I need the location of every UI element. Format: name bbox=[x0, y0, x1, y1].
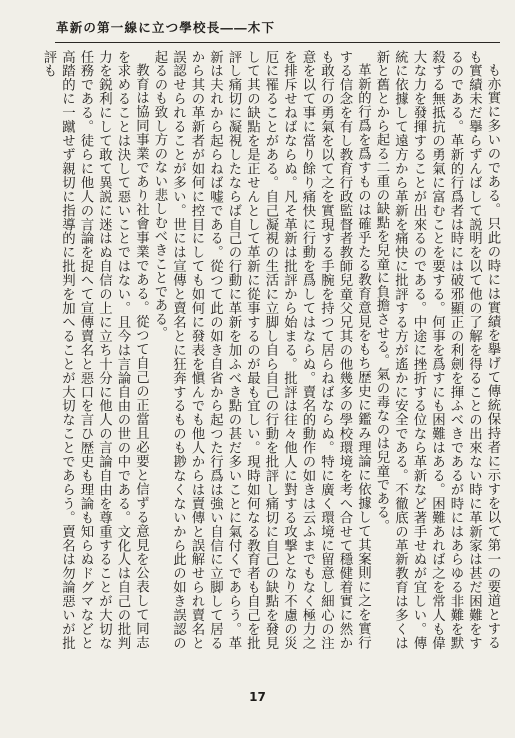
paragraph: 教育は協同事業であり社會事業である。從つて自己の正當且必要と信ずる意見を公表して同志を求めることは決して惡いことではない。且今は言論自由の世の中である。文化人は自己の批判力を鋭利にして敢て異説に迷はぬ自信の上に立ち十分に他人の言論自由を尊重することが大切な任務である。徒らに他人の言論を捉へて宣傳賣名と惡口を言ひ歴史も理論も知らぬドグマなどと高踏的に一蹴せず親切に指導的に批判を加へることが大切なことであらう。賣名は勿論惡いが批評も bbox=[41, 50, 149, 650]
header-rule bbox=[55, 42, 500, 43]
running-head: 革新の第一線に立つ學校長――木下 bbox=[56, 20, 276, 35]
paragraph: も亦實に多いのである。只此の時には實績を擧げて傳統保持者に示すを以て第一の要道とするも實績未だ擧らずんばして説明を以て他の了解を得ることの出來ない時に革新家は甚だ困難をするのである。革新的行爲者は時には破邪顯正の利劍を揮ふべきであるが時にはあらゆる非難を默殺する無抵抗の勇氣に富むことを要する。何事を爲すにも困難はある。困難あれば之を常人も偉大な力を發揮することが出來るのである。中途に挫折する位なら革新など著手せぬが宜しい。傳統に依據して遠方から革新を痛快に批評する方が遙かに安全である。不徹底の革新教育は多くは新と舊とから起る二重の缺點を兒童に負擔させる。氣の毒なのは兒童である。 bbox=[374, 50, 500, 650]
page-number: 17 bbox=[249, 690, 266, 704]
paragraph: 革新的行爲を爲すものは確乎たる教育意見をもち歴史に鑑み理論に依據して其案則に之を實行する信念を有し教育行政監督者教師兒童父兄其の他幾多の學校環境を考へ合せて穩健着實に然かも敢行の勇氣を以て之を實現する手腕を持つて居らねばならぬ。特に廣く環境に留意し細心の注意を以て事に當り餘り痛快に行動を爲してはならぬ。賣名的動作の如きは云ふまでもなく極力之を排斥せねばならぬ。凡そ革新は批評から始まる。批評は往々他人に對する攻撃となり不慮の災厄に罹ることがある。自己凝視の生活に立脚し自ら自己の行動を批評し痛切に自己の缺點を發見して其の缺點を是正せんとして革新に從事するのが最も宜しい。現時如何なる教育者も自己を批評し痛切に凝視したならば自己の行動に革新を加ふべき點の甚だ多いことに氣付くであらう。革新は夫れから起らねば嘘である。從つて此の如き自省から起つた行爲は強い自信に立脚して居るから其の革新者が如何に控目にしても如何に發表を愼んでも他人からは賣傳と誤解せられ賣名と誤認せられることが多い。世には宣傳と賣名とに狂奔するものも尠なくないから此の如き誤認の起るのも致し方のない悲しむべきことである。 bbox=[152, 50, 371, 650]
body-text bbox=[41, 50, 501, 650]
